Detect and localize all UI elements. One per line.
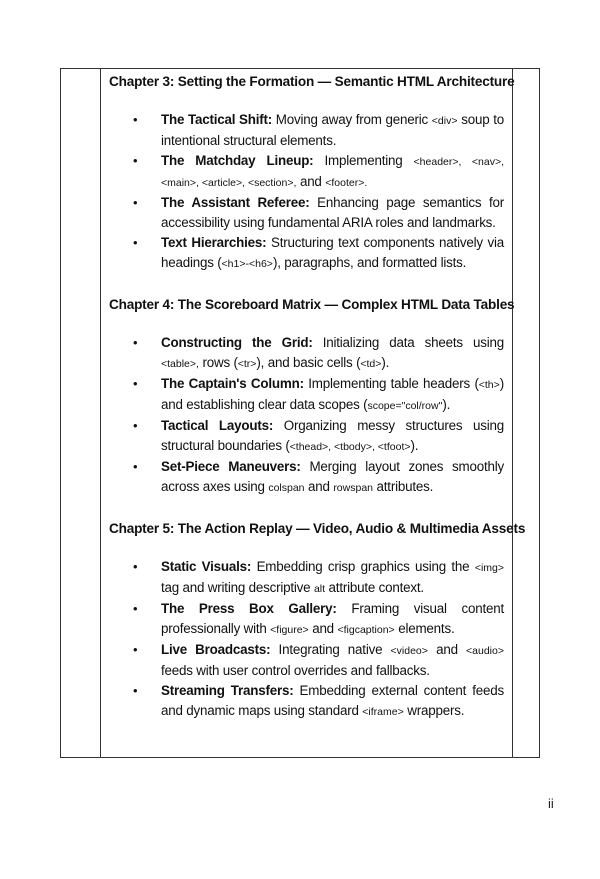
topic-description: Initializing data sheets using <box>312 335 504 350</box>
code-snippet: <footer>. <box>325 177 368 189</box>
chapter-heading: Chapter 3: Setting the Formation — Semantic HTML Architecture <box>109 74 515 89</box>
topic-description: Merging layout zones smoothly across axes using <box>161 459 504 494</box>
topic-description: attributes. <box>373 479 434 494</box>
topic-description: ), and basic cells ( <box>256 355 361 370</box>
topic-description: and <box>304 479 334 494</box>
topic-description: elements. <box>394 621 455 636</box>
bullet-icon: • <box>133 642 138 657</box>
topic-description: rows ( <box>198 355 238 370</box>
topic-list-item <box>109 110 504 151</box>
topic-description: Implementing table headers ( <box>303 376 479 391</box>
topic-description: ) and establishing clear data scopes ( <box>161 376 505 412</box>
topic-list-item <box>109 333 504 374</box>
topic-title: Tactical Layouts: <box>161 418 274 433</box>
code-snippet: <figcaption> <box>337 624 395 636</box>
code-snippet: <tr> <box>237 358 257 370</box>
chapter-block <box>109 519 526 722</box>
topic-list-item <box>109 557 504 599</box>
topic-list-item <box>109 681 504 722</box>
code-snippet: <div> <box>431 115 458 127</box>
topic-description: ). <box>381 355 390 370</box>
topic-description: and <box>427 642 467 657</box>
topic-title: Static Visuals: <box>161 559 252 574</box>
topic-list-item <box>109 193 504 233</box>
topic-list-item <box>109 374 504 416</box>
topic-description: Organizing messy structures using structural boundaries ( <box>161 418 505 453</box>
topic-title: Text Hierarchies: <box>161 235 267 250</box>
topic-description: soup to intentional structural elements. <box>161 112 505 148</box>
page-number: ii <box>548 796 554 811</box>
bullet-icon: • <box>133 153 138 168</box>
chapter-block <box>109 295 515 498</box>
chapter-topic-list <box>109 333 504 498</box>
topic-description: Framing visual content professionally with <box>161 601 504 636</box>
topic-description: ). <box>442 397 451 412</box>
code-snippet: scope="col/row" <box>367 400 443 412</box>
bullet-icon: • <box>133 559 138 574</box>
topic-description: and <box>296 174 326 189</box>
code-snippet: rowspan <box>333 482 374 494</box>
topic-title: Streaming Transfers: <box>161 683 294 698</box>
chapter-topic-list <box>109 557 504 722</box>
bullet-icon: • <box>133 418 138 433</box>
chapter-block <box>109 72 515 274</box>
topic-description: tag and writing descriptive <box>161 580 314 595</box>
bullet-icon: • <box>133 601 138 616</box>
topic-description: wrappers. <box>403 703 465 718</box>
bullet-icon: • <box>133 459 138 474</box>
code-snippet: <header>, <nav>, <main>, <article>, <section>, <box>161 156 504 189</box>
code-snippet: <h1>-<h6> <box>221 258 273 270</box>
right-column-divider <box>512 69 513 757</box>
code-snippet: <th> <box>478 379 500 391</box>
bullet-icon: • <box>133 376 138 391</box>
topic-description: ), paragraphs, and formatted lists. <box>272 255 467 270</box>
topic-description: ). <box>410 438 419 453</box>
code-snippet: colspan <box>268 482 305 494</box>
code-snippet: <video> <box>390 645 428 657</box>
topic-title: Constructing the Grid: <box>161 335 313 350</box>
topic-title: The Press Box Gallery: <box>161 601 337 616</box>
topic-title: Set-Piece Maneuvers: <box>161 459 301 474</box>
code-snippet: <img> <box>474 562 504 574</box>
topic-description: Structuring text components natively via headings ( <box>161 235 504 270</box>
code-snippet: alt <box>313 583 326 595</box>
bullet-icon: • <box>133 683 138 698</box>
bullet-icon: • <box>133 112 138 127</box>
topic-title: The Captain's Column: <box>161 376 304 391</box>
code-snippet: <table>, <box>161 358 199 370</box>
topic-list-item <box>109 457 504 498</box>
chapter-heading: Chapter 4: The Scoreboard Matrix — Complex HTML Data Tables <box>109 297 515 312</box>
topic-list-item <box>109 233 504 274</box>
bullet-icon: • <box>133 335 138 350</box>
topic-list-item <box>109 151 504 193</box>
topic-description: Embedding external content feeds and dynamic maps using standard <box>161 683 504 718</box>
left-column-divider <box>100 69 101 757</box>
topic-list-item <box>109 640 504 681</box>
topic-description: feeds with user control overrides and fallbacks. <box>161 663 430 678</box>
bullet-icon: • <box>133 235 138 250</box>
topic-title: The Matchday Lineup: <box>161 153 314 168</box>
topic-description: Implementing <box>313 153 414 168</box>
topic-description: Moving away from generic <box>272 112 432 127</box>
topic-description: and <box>308 621 338 636</box>
code-snippet: <td> <box>360 358 382 370</box>
code-snippet: <iframe> <box>362 706 404 718</box>
chapter-heading: Chapter 5: The Action Replay — Video, Audio & Multimedia Assets <box>109 521 526 536</box>
topic-title: The Tactical Shift: <box>161 112 273 127</box>
topic-description: Enhancing page semantics for accessibility using fundamental ARIA roles and landmarks. <box>161 195 505 230</box>
topic-description: Embedding crisp graphics using the <box>251 559 475 574</box>
topic-title: The Assistant Referee: <box>161 195 310 210</box>
code-snippet: <thead>, <tbody>, <tfoot> <box>289 441 411 453</box>
bullet-icon: • <box>133 195 138 210</box>
topic-description: Integrating native <box>270 642 391 657</box>
topic-list-item <box>109 599 504 640</box>
chapter-topic-list <box>109 110 504 274</box>
code-snippet: <figure> <box>270 624 309 636</box>
topic-description: attribute context. <box>325 580 424 595</box>
chapter-list <box>109 72 526 743</box>
topic-title: Live Broadcasts: <box>161 642 271 657</box>
topic-list-item <box>109 416 504 457</box>
code-snippet: <audio> <box>466 645 504 657</box>
